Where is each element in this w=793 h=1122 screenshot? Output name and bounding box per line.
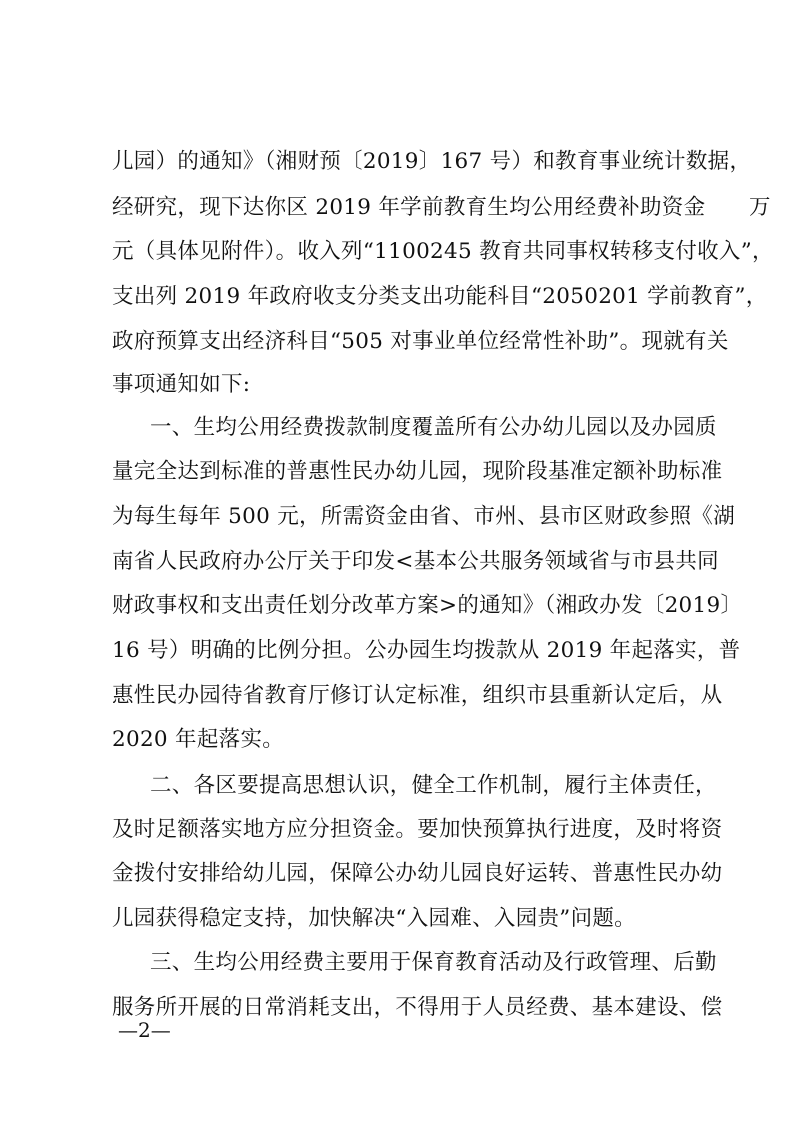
paragraph-2-first-line: 二、各区要提高思想认识，健全工作机制，履行主体责任， bbox=[150, 773, 717, 798]
text-line: 元（具体见附件）。收入列“1100245 教育共同事权转移支付收入”， bbox=[112, 239, 774, 264]
text-line: 量完全达到标准的普惠性民办幼儿园，现阶段基准定额补助标准 bbox=[112, 459, 723, 484]
text-line: 服务所开展的日常消耗支出，不得用于人员经费、基本建设、偿 bbox=[112, 995, 723, 1020]
text-line: 儿园）的通知》（湘财预〔2019〕167 号）和教育事业统计数据， bbox=[112, 149, 752, 174]
text-line: 儿园获得稳定支持，加快解决“入园难、入园贵”问题。 bbox=[112, 906, 636, 931]
text-line: 支出列 2019 年政府收支分类支出功能科目“2050201 学前教育”， bbox=[112, 284, 768, 309]
text-line: 16 号）明确的比例分担。公办园生均拨款从 2019 年起落实，普 bbox=[112, 638, 741, 663]
text-line: 及时足额落实地方应分担资金。要加快预算执行进度，及时将资 bbox=[112, 817, 723, 842]
paragraph-1-first-line: 一、生均公用经费拨款制度覆盖所有公办幼儿园以及办园质 bbox=[150, 415, 717, 440]
text-line: 惠性民办园待省教育厅修订认定标准，组织市县重新认定后，从 bbox=[112, 683, 723, 708]
text-line: 2020 年起落实。 bbox=[112, 727, 285, 752]
text-line: 金拨付安排给幼儿园，保障公办幼儿园良好运转、普惠性民办幼 bbox=[112, 861, 723, 886]
text-line: 南省人民政府办公厅关于印发<基本公共服务领域省与市县共同 bbox=[112, 549, 719, 574]
page-number: —2— bbox=[118, 1018, 171, 1042]
text-line: 经研究，现下达你区 2019 年学前教育生均公用经费补助资金 万 bbox=[112, 195, 771, 220]
text-line: 财政事权和支出责任划分改革方案>的通知》（湘政办发〔2019〕 bbox=[112, 593, 743, 618]
text-line: 政府预算支出经济科目“505 对事业单位经常性补助”。现就有关 bbox=[112, 329, 729, 354]
text-line: 事项通知如下: bbox=[112, 372, 251, 397]
text-line: 为每生每年 500 元，所需资金由省、市州、县市区财政参照《湖 bbox=[112, 504, 736, 529]
paragraph-3-first-line: 三、生均公用经费主要用于保育教育活动及行政管理、后勤 bbox=[150, 950, 717, 975]
